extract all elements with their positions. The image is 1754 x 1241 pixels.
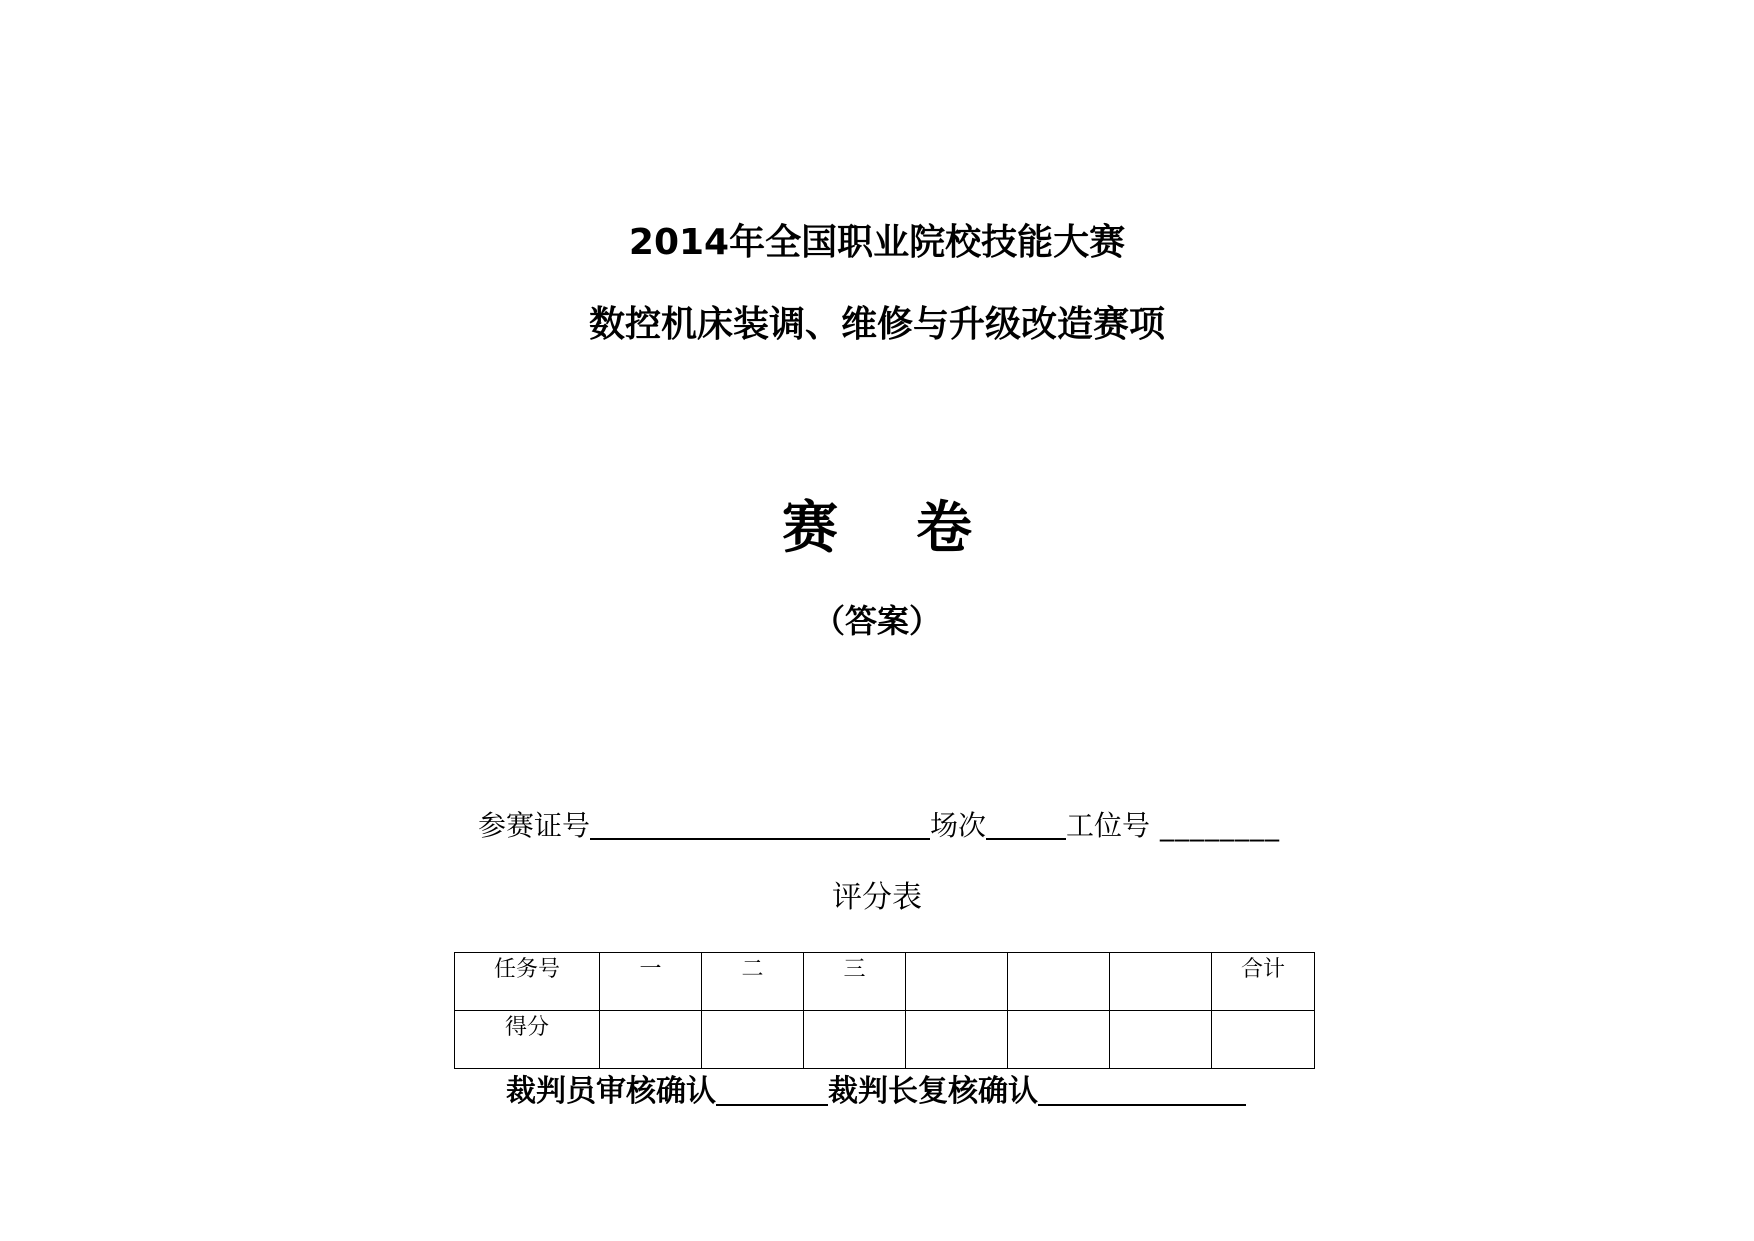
table-cell: 一: [600, 953, 702, 1011]
referee-signature-blank[interactable]: [716, 1070, 828, 1106]
table-row-scores: [455, 1011, 1315, 1069]
contestant-id-label: 参赛证号: [478, 809, 591, 842]
table-row-task-numbers: [455, 953, 1315, 1011]
station-label: 工位号: [1066, 809, 1151, 842]
session-blank[interactable]: [986, 806, 1066, 840]
exam-title-char-1: 赛: [782, 496, 838, 561]
total-score-cell[interactable]: [1212, 1011, 1315, 1069]
table-cell: 二: [702, 953, 804, 1011]
chief-referee-confirm-label: 裁判长复核确认: [828, 1074, 1038, 1109]
confirmation-row: [506, 1070, 1246, 1114]
score-cell[interactable]: [906, 1011, 1008, 1069]
exam-title-char-2: 卷: [916, 496, 972, 561]
table-cell: [1008, 953, 1110, 1011]
table-cell: 得分: [455, 1011, 600, 1069]
score-table: [454, 952, 1315, 1069]
exam-title: [0, 494, 1754, 564]
contestant-info-row: [478, 806, 1280, 846]
score-cell[interactable]: [804, 1011, 906, 1069]
table-cell: 任务号: [455, 953, 600, 1011]
contestant-id-blank[interactable]: [590, 806, 930, 840]
answer-label: （答案）: [812, 602, 941, 640]
table-cell: 三: [804, 953, 906, 1011]
station-blank[interactable]: ________: [1150, 809, 1280, 842]
session-label: 场次: [930, 809, 987, 842]
score-cell[interactable]: [600, 1011, 702, 1069]
chief-referee-signature-blank[interactable]: [1038, 1070, 1246, 1106]
table-cell: 合计: [1212, 953, 1315, 1011]
table-cell: [906, 953, 1008, 1011]
title-line-2: 数控机床装调、维修与升级改造赛项: [588, 304, 1165, 345]
score-cell[interactable]: [702, 1011, 804, 1069]
title-line-1: 2014年全国职业院校技能大赛: [628, 222, 1126, 263]
table-cell: [1110, 953, 1212, 1011]
referee-confirm-label: 裁判员审核确认: [506, 1074, 716, 1109]
score-cell[interactable]: [1110, 1011, 1212, 1069]
score-cell[interactable]: [1008, 1011, 1110, 1069]
score-sheet-title: 评分表: [832, 880, 922, 915]
